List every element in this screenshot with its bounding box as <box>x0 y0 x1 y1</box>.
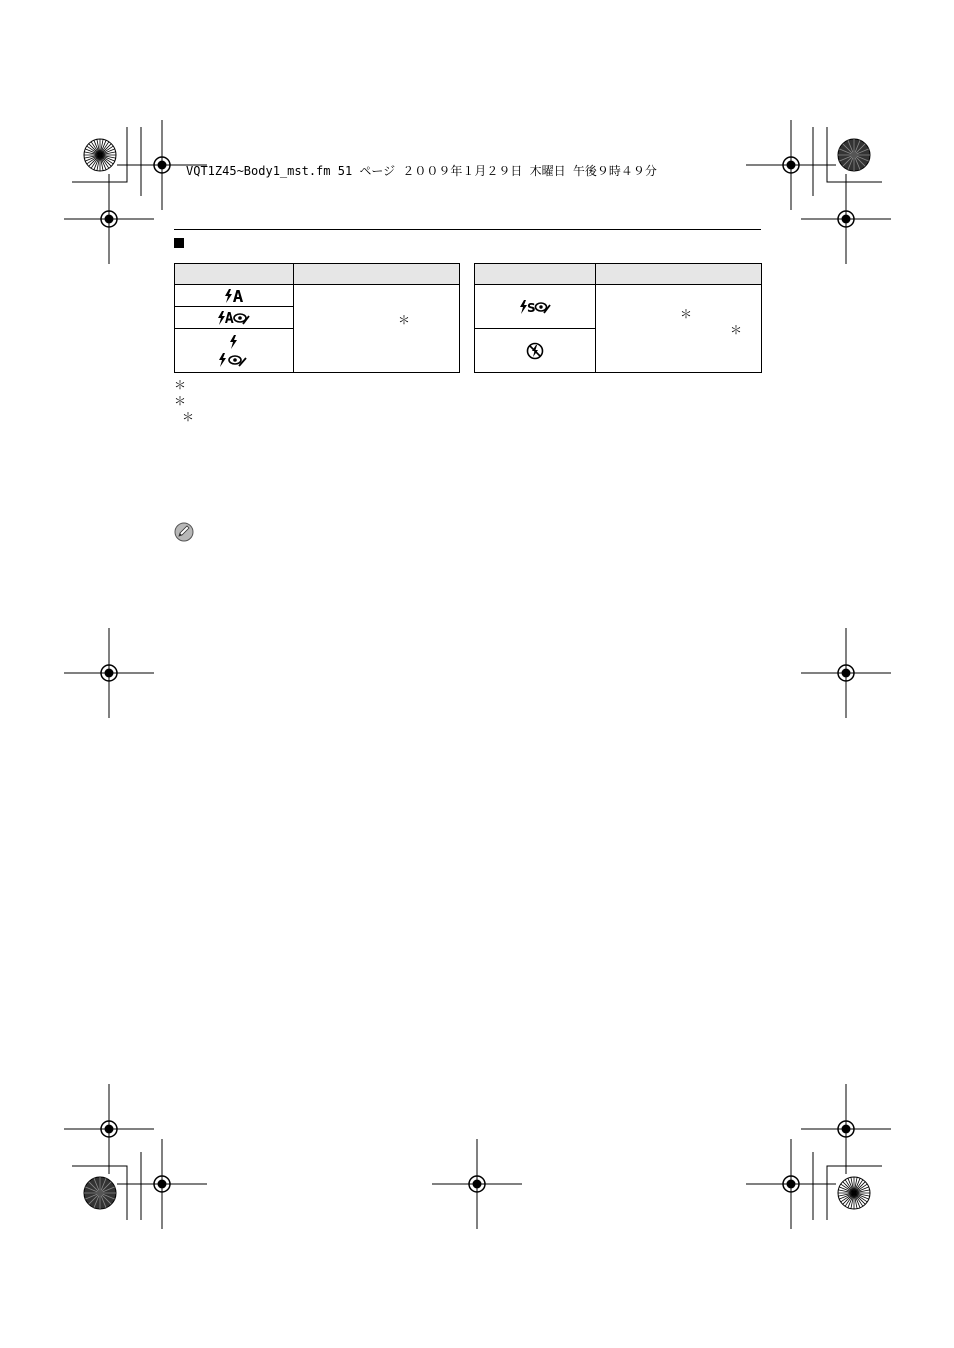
flash-forced-off-icon <box>526 342 544 360</box>
footnote-marker: ＊ <box>174 378 187 392</box>
table-left-description-cell <box>294 285 460 373</box>
footnote-marker: ＊ <box>730 323 743 337</box>
table-row <box>475 329 596 373</box>
section-square-marker <box>174 238 184 248</box>
table-left-header-description <box>294 264 460 285</box>
flash-auto-red-eye-icon <box>217 310 251 326</box>
print-header-text: VQT1Z45~Body1_mst.fm 51 ページ ２００９年１月２９日 木曜日 午後９時４９分 <box>186 164 657 178</box>
flash-settings-table-left <box>174 263 460 373</box>
table-row <box>175 329 294 373</box>
note-pencil-icon <box>174 522 194 542</box>
section-rule <box>174 229 761 230</box>
footnotes <box>174 377 474 425</box>
flash-auto-icon <box>223 288 245 304</box>
table-row <box>475 285 596 329</box>
flash-forced-on-and-red-eye-icon <box>218 334 250 368</box>
flash-settings-table-right <box>474 263 762 373</box>
table-right-header-description <box>596 264 762 285</box>
svg-text:S: S <box>527 300 536 315</box>
table-right-description-cell <box>596 285 762 373</box>
footnote-marker: ＊ <box>680 307 693 321</box>
table-row <box>175 307 294 329</box>
table-right-header-setting <box>475 264 596 285</box>
footnote-marker: ＊ <box>174 394 187 408</box>
footnote-marker: ＊ <box>182 410 195 424</box>
flash-slow-sync-red-eye-icon <box>519 299 551 315</box>
footnote-marker: ＊ <box>398 313 411 327</box>
table-row <box>175 285 294 307</box>
table-left-header-setting <box>175 264 294 285</box>
